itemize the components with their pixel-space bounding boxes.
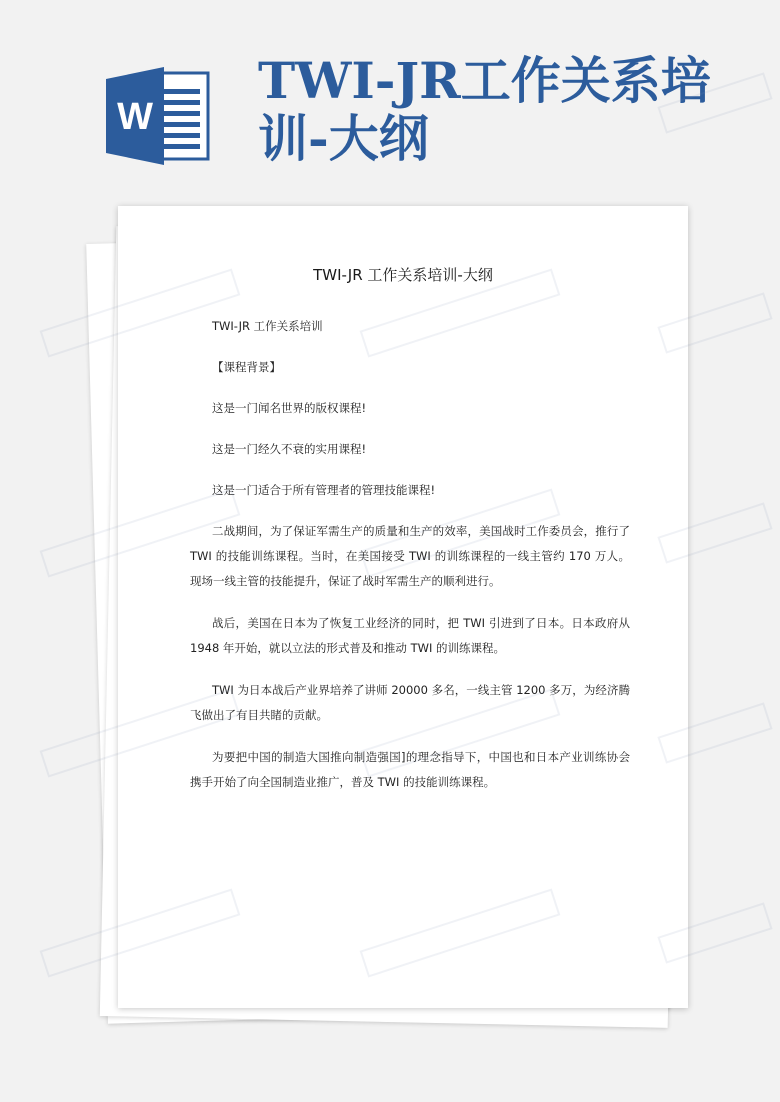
paragraph: 这是一门闻名世界的版权课程!	[212, 401, 367, 415]
document-body	[190, 314, 630, 812]
paragraph: TWI 为日本战后产业界培养了讲师 20000 多名，一线主管 1200 多万，为经济腾飞做出了有目共睹的贡献。	[190, 683, 630, 722]
paragraph: 这是一门经久不衰的实用课程!	[212, 442, 367, 456]
document-title: TWI-JR 工作关系培训-大纲	[313, 266, 493, 284]
paragraph: 为要把中国的制造大国推向制造强国]的理念指导下，中国也和日本产业训练协会携手开始了向全国制造业推广，普及 TWI 的技能训练课程。	[190, 750, 630, 789]
document-page	[118, 206, 688, 1008]
word-document-icon	[106, 67, 210, 165]
section-heading: 【课程背景】	[212, 360, 281, 374]
word-icon-letter: W	[117, 96, 153, 138]
document-subtitle: TWI-JR 工作关系培训	[212, 319, 323, 333]
paragraph: 二战期间，为了保证军需生产的质量和生产的效率，美国战时工作委员会，推行了 TWI 的技能训练课程。当时，在美国接受 TWI 的训练课程的一线主管约 170 万人。现场一线主管的技能提升，保证了战时军需生产的顺利进行。	[190, 524, 630, 588]
paragraph: 战后，美国在日本为了恢复工业经济的同时，把 TWI 引进到了日本。日本政府从 1948 年开始，就以立法的形式普及和推动 TWI 的训练课程。	[190, 616, 630, 655]
paragraph: 这是一门适合于所有管理者的管理技能课程!	[212, 483, 436, 497]
banner-title: TWI-JR工作关系培训-大纲	[258, 51, 711, 168]
